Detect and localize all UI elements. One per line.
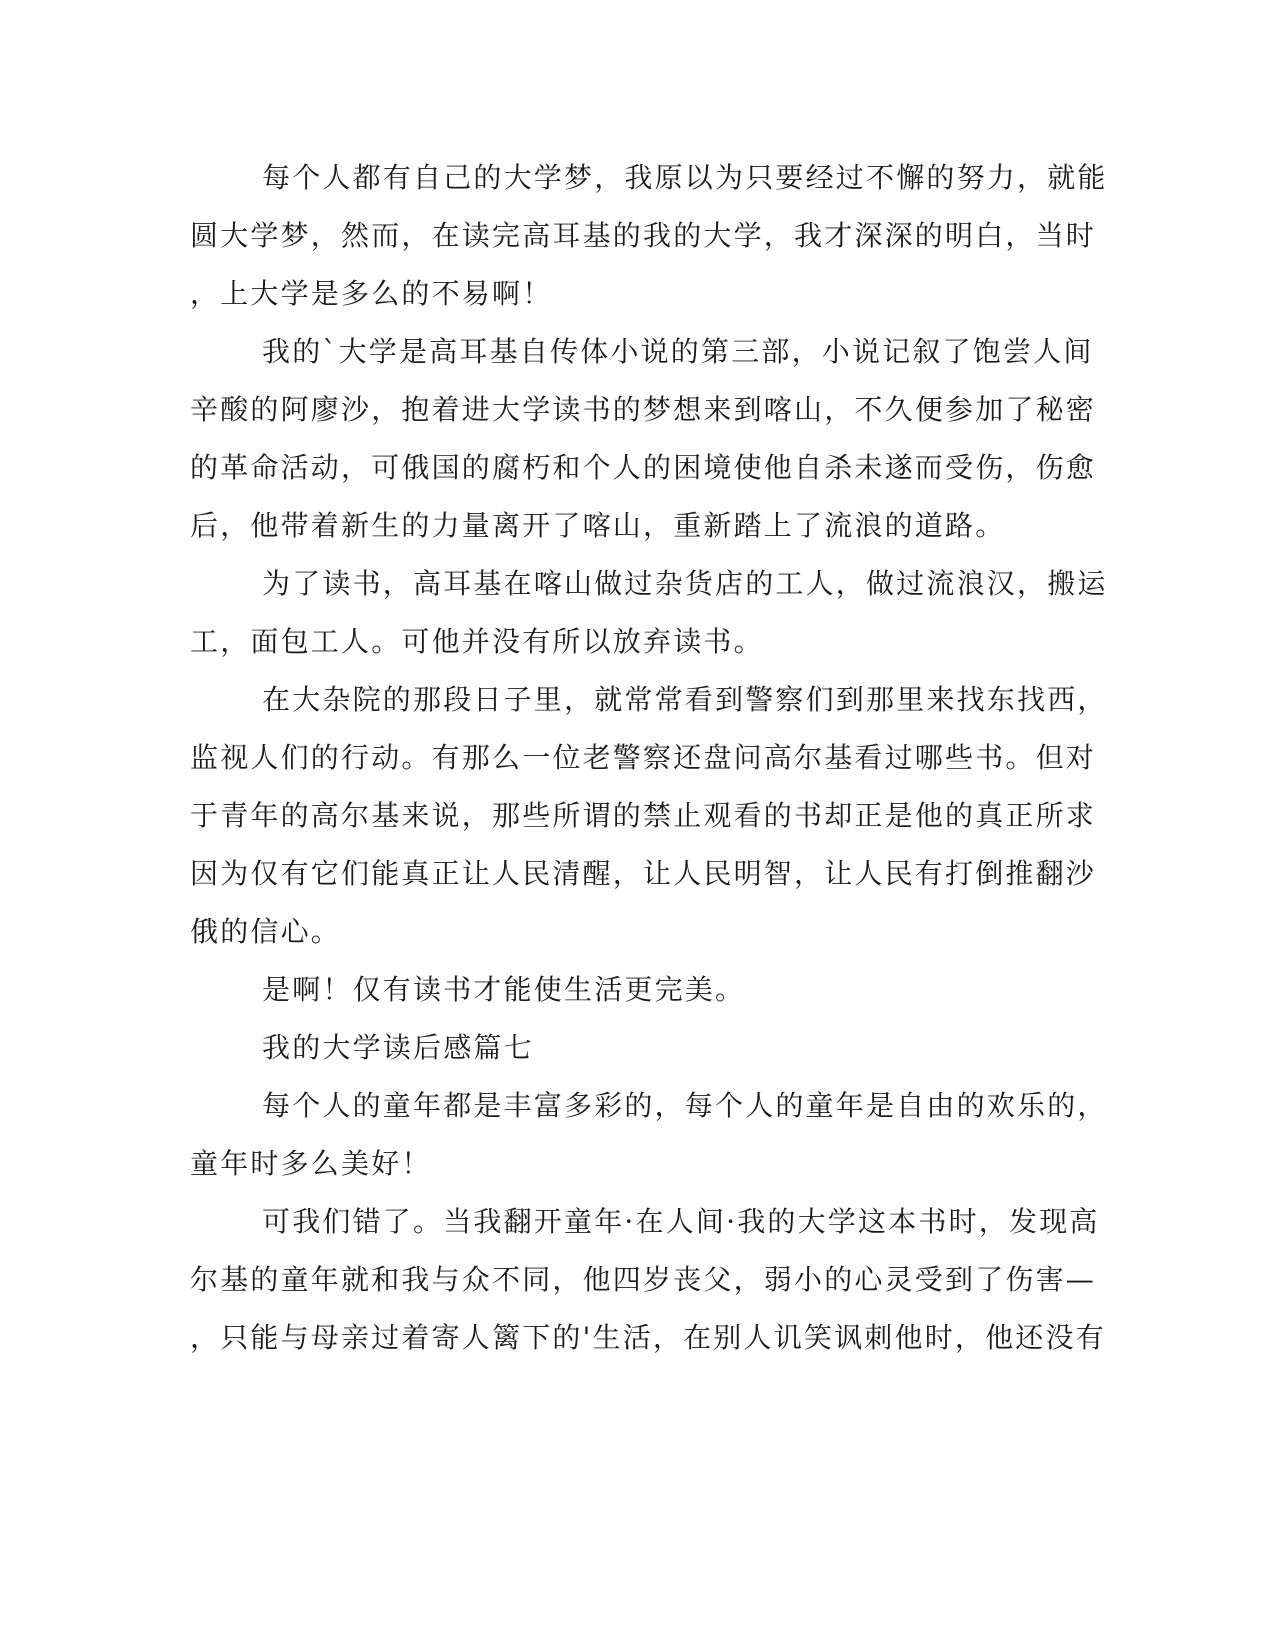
text-line: 监视人们的行动。有那么一位老警察还盘问高尔基看过哪些书。但对 — [190, 741, 1097, 774]
text-line: 童年时多么美好！ — [190, 1147, 432, 1180]
text-line: 每个人的童年都是丰富多彩的，每个人的童年是自由的欢乐的， — [262, 1089, 1108, 1122]
text-line: 辛酸的阿廖沙，抱着进大学读书的梦想来到喀山，不久便参加了秘密 — [190, 393, 1097, 426]
text-line: 尔基的童年就和我与众不同，他四岁丧父，弱小的心灵受到了伤害— — [190, 1263, 1097, 1296]
text-line: 于青年的高尔基来说，那些所谓的禁止观看的书却正是他的真正所求 — [190, 799, 1097, 832]
text-line: ，上大学是多么的不易啊！ — [190, 277, 553, 310]
text-line: 圆大学梦，然而，在读完高耳基的我的大学，我才深深的明白，当时 — [190, 219, 1097, 252]
text-line: 后，他带着新生的力量离开了喀山，重新踏上了流浪的道路。 — [190, 509, 1006, 542]
text-line: 为了读书，高耳基在喀山做过杂货店的工人，做过流浪汉，搬运 — [262, 567, 1108, 600]
text-line: 在大杂院的那段日子里，就常常看到警察们到那里来找东找西， — [262, 683, 1108, 716]
section-heading: 我的大学读后感篇七 — [262, 1031, 534, 1064]
text-line: 工，面包工人。可他并没有所以放弃读书。 — [190, 625, 764, 658]
text-line: ，只能与母亲过着寄人篱下的'生活，在别人讥笑讽刺他时，他还没有 — [190, 1321, 1106, 1354]
text-line: 俄的信心。 — [190, 915, 342, 948]
text-line: 是啊！仅有读书才能使生活更完美。 — [262, 973, 746, 1006]
text-line: 我的`大学是高耳基自传体小说的第三部，小说记叙了饱尝人间 — [262, 335, 1094, 368]
text-line: 每个人都有自己的大学梦，我原以为只要经过不懈的努力，就能 — [262, 161, 1108, 194]
text-line: 可我们错了。当我翻开童年·在人间·我的大学这本书时，发现高 — [262, 1205, 1100, 1238]
text-line: 因为仅有它们能真正让人民清醒，让人民明智，让人民有打倒推翻沙 — [190, 857, 1097, 890]
text-line: 的革命活动，可俄国的腐朽和个人的困境使他自杀未遂而受伤，伤愈 — [190, 451, 1097, 484]
